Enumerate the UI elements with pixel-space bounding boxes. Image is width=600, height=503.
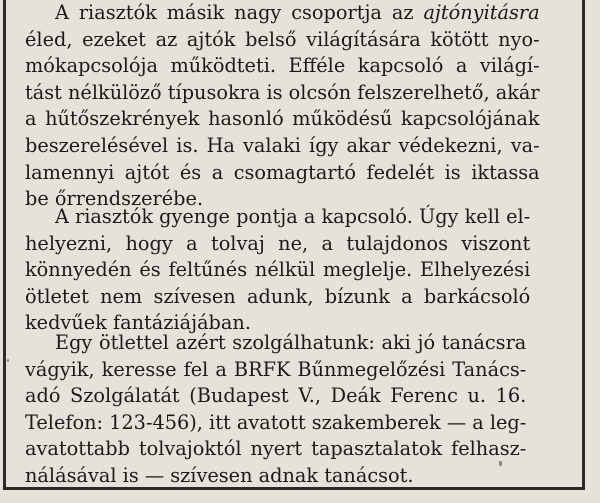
text-line: vágyik, keresse fel a BRFK Bűnmegelőzési Tanács- [25, 357, 527, 381]
text-line: tást nélkülöző típusokra is olcsón felszerelhető, akár [25, 80, 540, 104]
emphasis-text: ajtónyitásra [423, 1, 540, 24]
text-line: Egy ötlettel azért szolgálhatunk: aki jó tanácsra [55, 331, 527, 354]
text-line: helyezni, hogy a tolvaj ne, a tulajdonos viszont [25, 231, 531, 255]
text-line: a hűtőszekrények hasonló működésű kapcsolójának [25, 107, 540, 131]
text-line: lamennyi ajtót és a csomagtartó fedelét is iktassa [25, 160, 540, 184]
text-line: ötletet nem szívesen adunk, bízunk a barkácsoló [25, 284, 531, 308]
text-line: adó Szolgálatát (Budapest V., Deák Ferenc u. 16. [25, 384, 527, 408]
text-line: A riasztók másik nagy csoportja az ajtónyitásra [55, 1, 540, 24]
text-line: avatottabb tolvajoktól nyert tapasztalatok felhasz- [25, 437, 527, 461]
text-line: Telefon: 123-456), itt avatott szakemberek — a leg- [25, 410, 527, 434]
text-line: beszerelésével is. Ha valaki így akar védekezni, va- [25, 133, 540, 157]
text-line: A riasztók gyenge pontja a kapcsoló. Úgy kell el- [55, 205, 531, 228]
text-line: nálásával is — szívesen adnak tanácsot. [25, 463, 414, 487]
paragraph-2 [25, 204, 530, 337]
paragraph-3 [25, 330, 526, 490]
text-line: mókapcsolója működteti. Efféle kapcsoló a világí- [25, 54, 540, 78]
text-line: be őrrendszerébe. [25, 187, 204, 211]
text-line: könnyedén és feltűnés nélkül meglelje. Elhelyezési [25, 258, 531, 282]
print-speck [499, 461, 502, 466]
print-speck [7, 359, 9, 362]
paragraph-1 [25, 0, 540, 213]
text-line: kedvűek fantáziájában. [25, 311, 251, 335]
text-line: éled, ezeket az ajtók belső világítására kötött nyo- [25, 27, 540, 51]
